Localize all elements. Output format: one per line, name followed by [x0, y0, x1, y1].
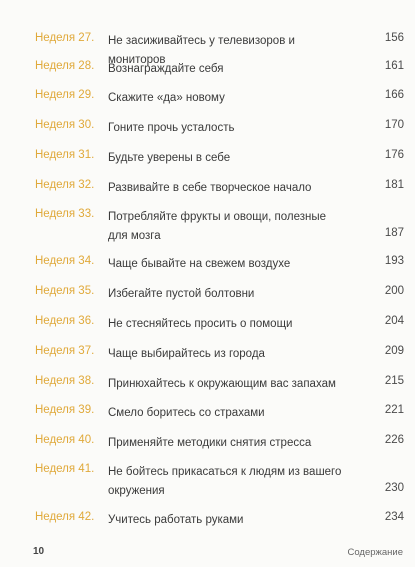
chapter-title: Не засиживайтесь у телевизоров и мониторов	[108, 35, 295, 66]
footer-page-number: 10	[33, 546, 45, 557]
week-label: Неделя 30.	[35, 119, 95, 131]
page-number: 193	[384, 255, 404, 267]
chapter-title: Чаще бывайте на свежем воздухе	[108, 258, 291, 270]
page-number: 226	[384, 434, 404, 446]
page-number: 170	[384, 119, 404, 131]
page-number: 221	[384, 404, 404, 416]
chapter-title: Принюхайтесь к окружающим вас запахам	[108, 378, 336, 390]
week-label: Неделя 36.	[35, 315, 95, 327]
footer-section-title: Содержание	[347, 547, 403, 558]
chapter-title: Будьте уверены в себе	[108, 152, 231, 164]
page-number: 215	[384, 375, 404, 387]
chapter-title: Вознаграждайте себя	[108, 63, 224, 75]
chapter-title: Не стесняйтесь просить о помощи	[108, 318, 293, 330]
chapter-title: Потребляйте фрукты и овощи, полезные для мозга	[108, 211, 327, 242]
page-number: 176	[384, 149, 404, 161]
week-label: Неделя 35.	[35, 285, 95, 297]
page-number: 161	[384, 60, 404, 72]
chapter-title: Смело боритесь со страхами	[108, 407, 265, 419]
page-number: 234	[384, 511, 404, 523]
week-label: Неделя 32.	[35, 179, 95, 191]
week-label: Неделя 29.	[35, 89, 95, 101]
page-number: 209	[384, 345, 404, 357]
week-label: Неделя 27.	[35, 32, 95, 44]
page-number: 181	[384, 179, 404, 191]
page-number: 200	[384, 285, 404, 297]
page-number: 166	[384, 89, 404, 101]
week-label: Неделя 31.	[35, 149, 95, 161]
page-number: 156	[384, 32, 404, 44]
chapter-title: Учитесь работать руками	[108, 514, 244, 526]
chapter-title: Скажите «да» новому	[108, 92, 225, 104]
chapter-title: Развивайте в себе творческое начало	[108, 182, 312, 194]
chapter-title: Не бойтесь прикасаться к людям из вашего окружения	[108, 466, 342, 497]
chapter-title: Избегайте пустой болтовни	[108, 288, 255, 300]
week-label: Неделя 41.	[35, 463, 95, 475]
chapter-title: Чаще выбирайтесь из города	[108, 348, 265, 360]
chapter-title: Применяйте методики снятия стресса	[108, 437, 312, 449]
week-label: Неделя 38.	[35, 375, 95, 387]
week-label: Неделя 37.	[35, 345, 95, 357]
week-label: Неделя 42.	[35, 511, 95, 523]
page-number: 230	[384, 482, 404, 494]
week-label: Неделя 40.	[35, 434, 95, 446]
week-label: Неделя 33.	[35, 208, 95, 220]
week-label: Неделя 28.	[35, 60, 95, 72]
page-number: 187	[384, 227, 404, 239]
week-label: Неделя 39.	[35, 404, 95, 416]
week-label: Неделя 34.	[35, 255, 95, 267]
chapter-title: Гоните прочь усталость	[108, 122, 235, 134]
page-number: 204	[384, 315, 404, 327]
